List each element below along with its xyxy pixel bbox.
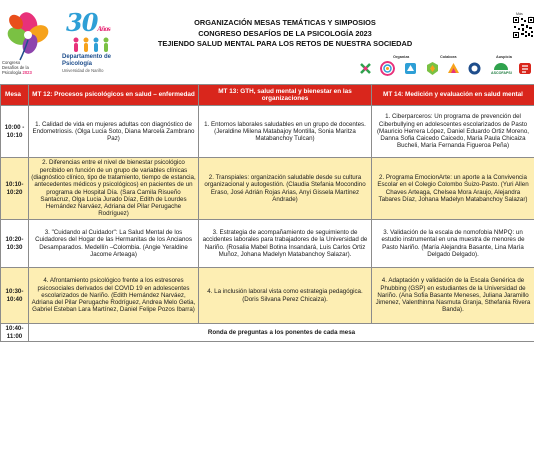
title-line-1: ORGANIZACIÓN MESAS TEMÁTICAS Y SIMPOSIOS [194, 18, 376, 27]
mt12-cell: 1. Calidad de vida en mujeres adultas con diagnóstico de Endometriosis. (Olga Lucia Soto, Diana Marcela Zambrano Paz) [29, 106, 199, 158]
time-cell: 10:10- 10:20 [1, 158, 29, 220]
department-logo-text: Departamento de Psicología Universidad de Nariño [62, 54, 112, 73]
header-mt14: MT 14: Medición y evaluación en salud mental [372, 85, 534, 106]
collaborator-logo-1-icon [446, 61, 461, 76]
header-mesa: Mesa [1, 85, 29, 106]
sponsor-logo-2-icon [518, 61, 532, 76]
table-header-row [1, 85, 534, 106]
mt14-cell: 4. Adaptación y validación de la Escala Genérica de Phubbing (GSP) en estudiantes de la Universidad de Nariño. (Ana Sofia Basante Meneses, Juliana Jaramillo Jimenez, Valenthinna Nasmuta Granja, Sthefania Rivera Banda). [372, 268, 534, 324]
collaborator-logo-2-icon [467, 61, 482, 76]
page-title [120, 18, 450, 50]
organizer-logo-3-icon [403, 61, 418, 76]
mt12-cell: 2. Diferencias entre el nivel de bienestar psicológico percibido en función de un grupo de variables clínicas (diagnóstico clínico, tipo de tratamiento, tiempo de estancia, antecedentes médicos y psicológicos) en pacientes de un programa de Hospital Día. (Sara Camila Risueño Santacruz, Olga Lucia Jurado Díaz, Edith de Lourdes Hernández Narváez, Adriana del Pilar Perugache Rodríguez) [29, 158, 199, 220]
mt13-cell: 3. Estrategia de acompañamiento de seguimiento de accidentes laborales para trabajadores de la Universidad de Nariño. (Rosalia Mabel Botina Insandará, Luis Carlos Ortiz Muñoz, Johana Madelyn Matabanchoy Salazar). [199, 220, 372, 268]
time-cell: 10:00 - 10:10 [1, 106, 29, 158]
page-header [0, 0, 534, 84]
title-line-3: TEJIENDO SALUD MENTAL PARA LOS RETOS DE NUESTRA SOCIEDAD [157, 39, 413, 48]
table-row [1, 158, 534, 220]
header-mt13: MT 13: GTH, salud mental y bienestar en las organizaciones [199, 85, 372, 106]
mt14-cell: 2. Programa EmocionArte: un aporte a la Convivencia Escolar en el Colegio Colombo Suizo-Pasto. (Yuri Allen Chaves Arteaga, Chelsea Mora Araujo, Alejandra Tabares Díaz, Johana Madelyn Matabanchoy Salazar) [372, 158, 534, 220]
mt14-cell: 3. Validación de la escala de nomofobia NMPQ: un estudio instrumental en una muestra de menores de Pasto Nariño. (María Alejandra Basante, Lina María Delgado Delgado). [372, 220, 534, 268]
mt13-cell: 4. La inclusión laboral vista como estrategia pedagógica. (Doris Silvana Perez Chicaiza). [199, 268, 372, 324]
congress-flower-logo [2, 10, 54, 62]
time-cell: 10:40- 11:00 [1, 324, 29, 342]
closing-cell: Ronda de preguntas a los ponentes de cada mesa [29, 324, 534, 342]
table-row [1, 324, 534, 342]
ascofapsi-mark-icon [494, 63, 508, 70]
qr-code-icon[interactable] [513, 17, 534, 38]
table-row [1, 106, 534, 158]
time-cell: 10:30- 10:40 [1, 268, 29, 324]
table-row [1, 220, 534, 268]
auspicia-label: Auspicia [496, 55, 512, 59]
people-figures-icon [70, 36, 114, 54]
qr-label: Más [516, 12, 523, 16]
mt12-cell: 3. "Cuidando al Cuidador": La Salud Mental de los Cuidadores del Hogar de las Hermanitas de los Ancianos Desamparados. Medellín –Colombia. (Angie Yeraldine Jacome Arteaga) [29, 220, 199, 268]
mt12-cell: 4. Afrontamiento psicológico frente a los estresores psicosociales derivados del COVID 19 en adolescentes escolarizados de Nariño. (Edith Hernández Narváez, Adriana del Pilar Perugache Rodríguez, Andrea Melo Getia, Gabriel Esteban Lara Martínez, Daniel Felipe Pozos Ibarra) [29, 268, 199, 324]
organizer-logo-2-icon [380, 61, 395, 76]
anniversary-logo: 30Años [66, 8, 110, 37]
organiza-label: Organiza [393, 55, 410, 59]
time-cell: 10:20- 10:30 [1, 220, 29, 268]
mt14-cell: 1. Ciberparceros: Un programa de prevención del Ciberbullying en adolescentes escolarizados de Pasto (Mauricio Herrera López, Daniel Eduardo Ortiz Moreno, Danna Sofia Caicedo Caicedo, María Paula Chicaiza Bucheli, María Fernanda Figueroa Peña) [372, 106, 534, 158]
organizer-logo-4-icon [425, 61, 440, 76]
mt13-cell: 1. Entornos laborales saludables en un grupo de docentes. (Jeraldine Milena Matabajoy Montilla, Sonia Maritza Matabanchoy Tulcan) [199, 106, 372, 158]
title-line-2: CONGRESO DESAFÍOS DE LA PSICOLOGÍA 2023 [198, 28, 372, 38]
congress-logo-text: Congreso Desafíos de la Psicología 2023 [2, 60, 32, 75]
header-mt12: MT 12: Procesos psicológicos en salud – enfermedad [29, 85, 199, 106]
mt13-cell: 2. Transpiales: organización saludable desde su cultura organizacional y autogestión. (Claudia Stefania Mocondino Eraso, José Adrián Rojas Arias, Anyi Gissela Martínez Andrade) [199, 158, 372, 220]
colabora-label: Colabora [440, 55, 457, 59]
ascofapsi-logo: ASCOFAPSI [491, 63, 511, 75]
organizer-logo-1-icon [358, 61, 373, 76]
program-table [0, 84, 534, 342]
table-row [1, 268, 534, 324]
